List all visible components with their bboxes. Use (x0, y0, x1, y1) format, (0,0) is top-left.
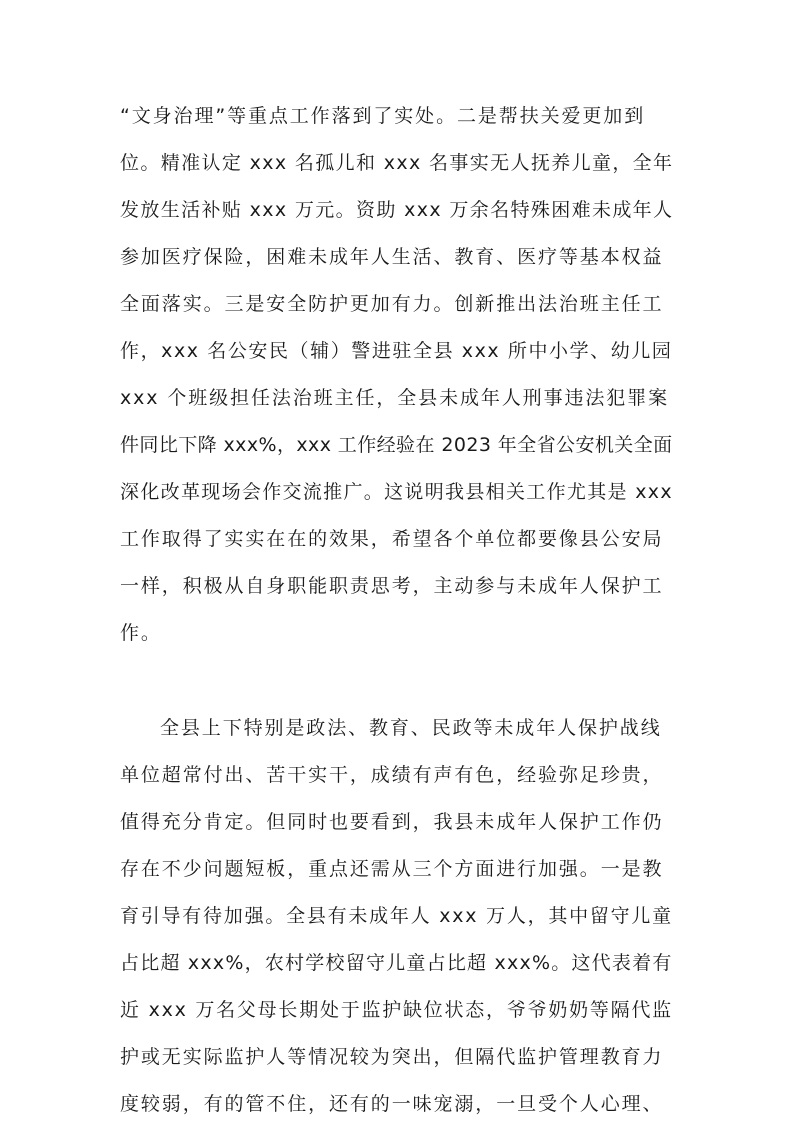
text-line: 度较弱，有的管不住，还有的一味宠溺，一旦受个人心理、 (120, 1093, 664, 1115)
text-line: 护或无实际监护人等情况较为突出，但隔代监护管理教育力 (120, 1046, 664, 1068)
text-line: 育引导有待加强。全县有未成年人 xxx 万人，其中留守儿童 (120, 905, 673, 927)
text-line: 作。 (120, 622, 162, 644)
text-line: 深化改革现场会作交流推广。这说明我县相关工作尤其是 xxx (120, 481, 673, 503)
text-line: “文身治理”等重点工作落到了实处。二是帮扶关爱更加到 (120, 105, 646, 127)
text-line: 近 xxx 万名父母长期处于监护缺位状态，爷爷奶奶等隔代监 (120, 999, 673, 1021)
text-line: 单位超常付出、苦干实干，成绩有声有色，经验弥足珍贵， (120, 764, 664, 786)
text-line: 参加医疗保险，困难未成年人生活、教育、医疗等基本权益 (120, 246, 664, 268)
text-line: 全面落实。三是安全防护更加有力。创新推出法治班主任工 (120, 293, 664, 315)
text-line: 全县上下特别是政法、教育、民政等未成年人保护战线 (160, 717, 662, 739)
text-line: 工作取得了实实在在的效果，希望各个单位都要像县公安局 (120, 528, 664, 550)
text-line: 位。精准认定 xxx 名孤儿和 xxx 名事实无人抚养儿童，全年 (120, 152, 674, 174)
text-line: 存在不少问题短板，重点还需从三个方面进行加强。一是教 (120, 858, 664, 880)
text-line: 一样，积极从自身职能职责思考，主动参与未成年人保护工 (120, 575, 664, 597)
text-line: 件同比下降 xxx%，xxx 工作经验在 2023 年全省公安机关全面 (120, 434, 673, 456)
text-line: 占比超 xxx%，农村学校留守儿童占比超 xxx%。这代表着有 (120, 952, 673, 974)
text-line: 作，xxx 名公安民（辅）警进驻全县 xxx 所中小学、幼儿园 (120, 340, 673, 362)
text-line: 值得充分肯定。但同时也要看到，我县未成年人保护工作仍 (120, 811, 664, 833)
text-line: xxx 个班级担任法治班主任，全县未成年人刑事违法犯罪案 (120, 387, 669, 409)
text-line: 发放生活补贴 xxx 万元。资助 xxx 万余名特殊困难未成年人 (120, 199, 674, 221)
